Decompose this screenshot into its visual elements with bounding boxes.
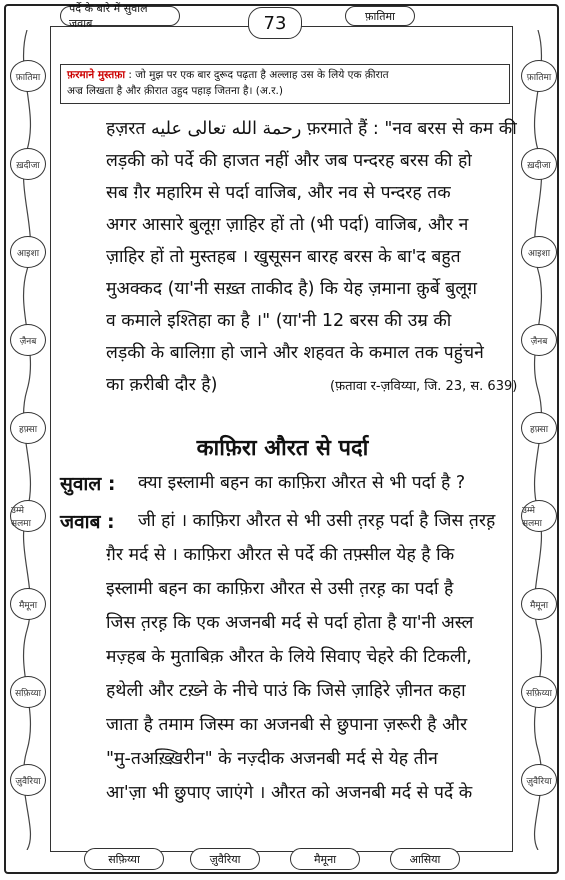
farman-label: फ़रमाने मुस्तफ़ा <box>67 69 126 81</box>
left-side-medallion: ज़ैनब <box>10 324 46 356</box>
right-side-medallion: मैमूना <box>521 588 557 620</box>
answer-line: आ'ज़ा भी छुपाए जाएंगे । औरत को अजनबी मर्द से पर्दे के <box>106 783 473 803</box>
right-side-medallion: उम्मे सलमा <box>521 500 557 532</box>
page-number: 73 <box>248 7 302 39</box>
footer-tab: मैमूना <box>290 848 360 870</box>
para1-line: का क़रीबी दौर है) <box>106 375 218 395</box>
left-side-medallion: उम्मे सलमा <box>10 500 46 532</box>
answer-label: जवाब : <box>60 511 115 533</box>
left-side-medallion: मैमूना <box>10 588 46 620</box>
answer-line: जी हां । काफ़िरा औरत से भी उसी त़रह़ पर्दा है जिस त़रह़ <box>138 511 496 531</box>
para1-line: लड़की को पर्दे की हाजत नहीं और जब पन्दरह बरस की हो <box>106 151 472 171</box>
answer-line: जिस त़रह़ कि एक अजनबी मर्द से पर्दा होता है या'नी अस्ल <box>106 613 474 633</box>
footer-tab: आसिया <box>390 848 460 870</box>
right-side-medallion: फ़ातिमा <box>521 60 557 92</box>
farman-line-1: : जो मुझ पर एक बार दुरूद पढ़ता है अल्लाह उस के लिये एक क़ीरात <box>128 69 389 81</box>
left-side-medallion: आइशा <box>10 236 46 268</box>
left-side-medallion: ख़दीजा <box>10 148 46 180</box>
right-side-medallion: ख़दीजा <box>521 148 557 180</box>
answer-line: जाता है तमाम जिस्म का अजनबी से छुपाना ज़रूरी है और <box>106 715 468 735</box>
reference-citation: (फ़तावा र-ज़विय्या, जि. 23, स. 639) <box>330 379 518 394</box>
header-book-title: पर्दे के बारे में सुवाल जवाब <box>60 6 180 26</box>
para1-line: हज़रत رحمة الله تعالى عليه फ़रमाते हैं : "नव बरस से कम की <box>106 119 517 139</box>
left-side-medallion: ज़ुवैरिया <box>10 764 46 796</box>
section-title: काफ़िरा औरत से पर्दा <box>196 436 369 461</box>
right-side-medallion: हफ़्सा <box>521 412 557 444</box>
right-side-medallion: आइशा <box>521 236 557 268</box>
farman-box <box>60 64 510 104</box>
para1-line: अगर आसारे बुलूग़ ज़ाहिर हों तो (भी पर्दा) वाजिब, और न <box>106 215 469 235</box>
footer-tab: ज़ुवैरिया <box>190 848 260 870</box>
answer-line: हथेली और टख़्ने के नीचे पाउं कि जिसे ज़ाहिरे ज़ीनत कहा <box>106 681 466 701</box>
answer-line: इस्लामी बहन का काफ़िरा औरत से उसी त़रह़ का पर्दा है <box>106 579 454 599</box>
header-right-tab: फ़ातिमा <box>345 6 415 26</box>
answer-line: "मु-तअख़्ख़िरीन" के नज़्दीक अजनबी मर्द से येह तीन <box>106 749 438 769</box>
right-side-medallion: ज़ैनब <box>521 324 557 356</box>
para1-line: सब ग़ैर महारिम से पर्दा वाजिब, और नव से पन्दरह तक <box>106 183 451 203</box>
question-label: सुवाल : <box>60 473 116 495</box>
answer-line: ग़ैर मर्द से । काफ़िरा औरत से पर्दे की तफ़्सील येह है कि <box>106 545 455 565</box>
answer-line: मज़्हब के मुताबिक़ औरत के लिये सिवाए चेहरे की टिकली, <box>106 647 472 667</box>
left-side-medallion: फ़ातिमा <box>10 60 46 92</box>
footer-tab: सफ़िय्या <box>84 848 164 870</box>
question-text: क्या इस्लामी बहन का काफ़िरा औरत से भी पर्दा है ? <box>138 473 466 493</box>
left-side-medallion: हफ़्सा <box>10 412 46 444</box>
farman-line-2: अज्र लिखता है और क़ीरात उहुद पहाड़ जितना है। (अ.र.) <box>67 85 283 97</box>
right-side-medallion: सफ़िय्या <box>521 676 557 708</box>
para1-line: व कमाले इश्तिहा का है ।" (या'नी 12 बरस की उम्र की <box>106 311 452 331</box>
para1-line: लड़की के बालिग़ा हो जाने और शहवत के कमाल तक पहुंचने <box>106 343 484 363</box>
right-side-medallion: ज़ुवैरिया <box>521 764 557 796</box>
para1-line: ज़ाहिर हों तो मुस्तहब । खुसूसन बारह बरस के बा'द बहुत <box>106 247 461 267</box>
para1-line: मुअक्कद (या'नी सख़्त ताकीद है) कि येह ज़माना क़ुर्बे बुलूग़ <box>106 279 477 299</box>
left-side-medallion: सफ़िय्या <box>10 676 46 708</box>
